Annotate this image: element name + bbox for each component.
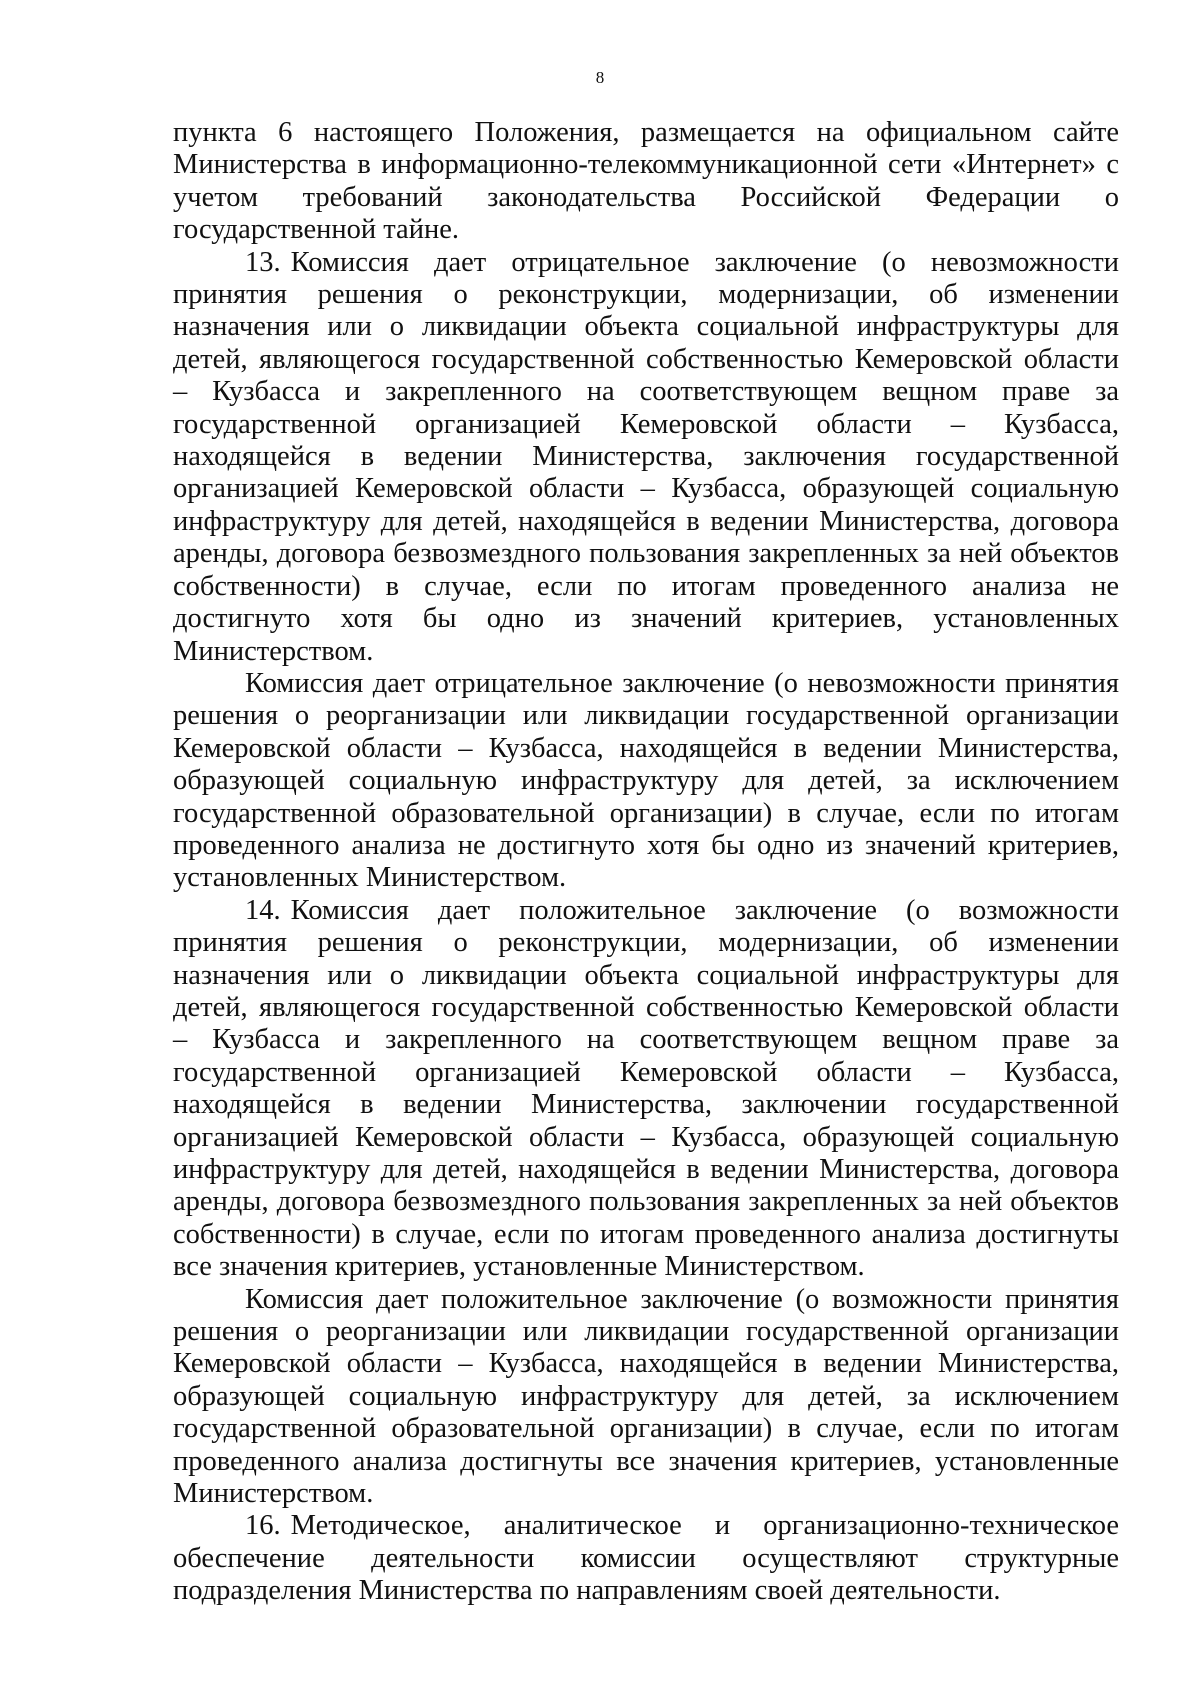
paragraph-text: Комиссия дает отрицательное заключение (о невозможности принятия решения о реконструкции, модернизации, об изменении назначения или о ликвидации объекта социальной инфраструктуры для детей, являющегося государственной собственностью Кемеровской области – Кузбасса и закрепленного на соответствующем вещном праве за государственной организацией Кемеровской области – Кузбасса, находящейся в ведении Министерства, заключения государственной организацией Кемеровской области – Кузбасса, образующей социальную инфраструктуру для детей, находящейся в ведении Министерства, договора аренды, договора безвозмездного пользования закрепленных за ней объектов собственности) в случае, если по итогам проведенного анализа не достигнуто хотя бы одно из значений критериев, установленных Министерством. — [173, 246, 1119, 667]
paragraph-14 — [173, 895, 1119, 1284]
paragraph-14-positive-reorganization — [173, 1284, 1119, 1511]
page-number: 8 — [595, 68, 605, 87]
paragraph-text: пункта 6 настоящего Положения, размещается на официальном сайте Министерства в информационно-телекоммуникационной сети «Интернет» с учетом требований законодательства Российской Федерации о государственной тайне. — [173, 117, 1119, 246]
paragraph-text: Комиссия дает положительное заключение (о возможности принятия решения о реорганизации или ликвидации государственной организации Кемеровской области – Кузбасса, находящейся в ведении Министерства, образующей социальную инфраструктуру для детей, за исключением государственной образовательной организации) в случае, если по итогам проведенного анализа достигнуты все значения критериев, установленные Министерством. — [173, 1283, 1119, 1510]
paragraph-continuation — [173, 117, 1119, 247]
paragraph-number: 13. — [245, 246, 281, 278]
paragraph-number: 14. — [245, 894, 281, 926]
paragraph-text: Комиссия дает положительное заключение (о возможности принятия решения о реконструкции, модернизации, об изменении назначения или о ликвидации объекта социальной инфраструктуры для детей, являющегося государственной собственностью Кемеровской области – Кузбасса и закрепленного на соответствующем вещном праве за государственной организацией Кемеровской области – Кузбасса, находящейся в ведении Министерства, заключении государственной организацией Кемеровской области – Кузбасса, образующей социальную инфраструктуру для детей, находящейся в ведении Министерства, договора аренды, договора безвозмездного пользования закрепленных за ней объектов собственности) в случае, если по итогам проведенного анализа достигнуты все значения критериев, установленные Министерством. — [173, 894, 1119, 1283]
paragraph-number: 16. — [245, 1510, 281, 1542]
paragraph-13-negative-reorganization — [173, 668, 1119, 895]
paragraph-text: Комиссия дает отрицательное заключение (о невозможности принятия решения о реорганизации или ликвидации государственной организации Кемеровской области – Кузбасса, находящейся в ведении Министерства, образующей социальную инфраструктуру для детей, за исключением государственной образовательной организации) в случае, если по итогам проведенного анализа не достигнуто хотя бы одно из значений критериев, установленных Министерством. — [173, 667, 1119, 894]
paragraph-16 — [173, 1510, 1119, 1607]
paragraph-text: Методическое, аналитическое и организационно-техническое обеспечение деятельности комиссии осуществляют структурные подразделения Министерства по направлениям своей деятельности. — [173, 1510, 1119, 1607]
paragraph-13 — [173, 247, 1119, 668]
document-body — [173, 117, 1119, 1608]
